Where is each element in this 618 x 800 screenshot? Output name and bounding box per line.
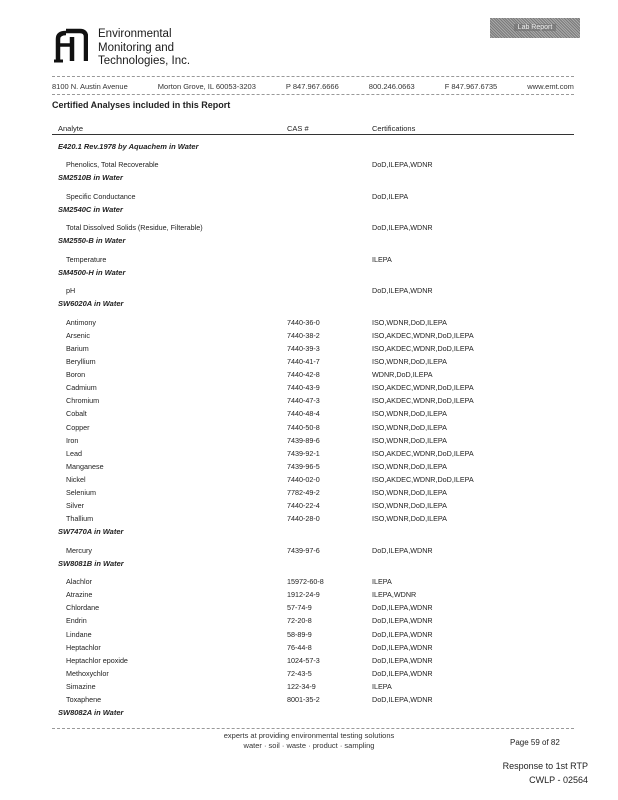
company-line-1: Environmental (98, 28, 172, 40)
page-number: Page 59 of 82 (510, 738, 560, 747)
method-name: SM2510B in Water (58, 173, 123, 183)
cas-number: 7782-49-2 (287, 488, 320, 498)
city-address: Morton Grove, IL 60053-3203 (157, 82, 256, 91)
method-name: SW6020A in Water (58, 299, 124, 309)
table-row (0, 329, 618, 342)
analyte-name: Nickel (66, 474, 86, 484)
cas-number: 7440-43-9 (287, 383, 320, 393)
cas-number: 1912-24-9 (287, 590, 320, 600)
analyte-name: pH (66, 286, 76, 296)
method-name: SM2540C in Water (58, 204, 123, 214)
analyses-table (0, 140, 618, 725)
certifications: DoD,ILEPA,WDNR (372, 545, 433, 555)
method-section-header (0, 557, 618, 575)
certifications: ILEPA,WDNR (372, 590, 417, 600)
analyte-name: Silver (66, 501, 84, 511)
cas-number: 7440-28-0 (287, 514, 320, 524)
method-name: SM2550-B in Water (58, 236, 126, 246)
tollfree-number: 800.246.0663 (368, 82, 415, 91)
cas-number: 72-43-5 (287, 668, 312, 678)
analyte-name: Atrazine (66, 590, 93, 600)
cas-number: 7439-92-1 (287, 448, 320, 458)
analyte-name: Chromium (66, 396, 100, 406)
certifications: ISO,WDNR,DoD,ILEPA (372, 317, 447, 327)
cas-number: 7440-22-4 (287, 501, 320, 511)
table-row (0, 284, 618, 297)
fax-number: F 847.967.6735 (444, 82, 498, 91)
method-name: SW8082A in Water (58, 708, 124, 718)
analyte-name: Boron (66, 370, 86, 380)
certifications: DoD,ILEPA (372, 191, 409, 201)
cas-number: 7440-02-0 (287, 474, 320, 484)
table-row (0, 641, 618, 654)
table-row (0, 654, 618, 667)
cas-number: 7440-36-0 (287, 317, 320, 327)
certifications: ISO,WDNR,DoD,ILEPA (372, 409, 447, 419)
table-row (0, 601, 618, 614)
cas-number: 57-74-9 (287, 603, 312, 613)
table-row (0, 190, 618, 203)
analyte-name: Toxaphene (66, 695, 102, 705)
footer-services: water · soil · waste · product · sampling (243, 741, 375, 750)
certifications: DoD,ILEPA,WDNR (372, 616, 433, 626)
method-name: SW7470A in Water (58, 527, 124, 537)
analyte-name: Arsenic (66, 330, 90, 340)
table-row (0, 342, 618, 355)
analyte-name: Antimony (66, 317, 96, 327)
certifications: ISO,WDNR,DoD,ILEPA (372, 422, 447, 432)
analyte-name: Total Dissolved Solids (Residue, Filterable) (66, 223, 203, 233)
cas-number: 8001-35-2 (287, 695, 320, 705)
cas-number: 7439-89-6 (287, 435, 320, 445)
certifications: DoD,ILEPA,WDNR (372, 603, 433, 613)
certifications: DoD,ILEPA,WDNR (372, 695, 433, 705)
certifications: DoD,ILEPA,WDNR (372, 286, 433, 296)
analyte-name: Endrin (66, 616, 87, 626)
table-row (0, 355, 618, 368)
table-row (0, 158, 618, 171)
phone-number: P 847.967.6666 (285, 82, 339, 91)
certifications: ISO,WDNR,DoD,ILEPA (372, 488, 447, 498)
company-line-2: Monitoring and (98, 41, 175, 54)
table-row (0, 394, 618, 407)
cas-number: 72-20-8 (287, 616, 312, 626)
certifications: ISO,AKDEC,WDNR,DoD,ILEPA (372, 330, 474, 340)
certifications: ISO,WDNR,DoD,ILEPA (372, 514, 447, 524)
table-row (0, 693, 618, 706)
table-row (0, 407, 618, 420)
certifications: ILEPA (372, 577, 392, 587)
column-header-certifications: Certifications (372, 124, 416, 133)
method-section-header (0, 203, 618, 221)
table-row (0, 588, 618, 601)
cas-number: 7439-96-5 (287, 461, 320, 471)
method-section-header (0, 140, 618, 158)
analyte-name: Chlordane (66, 603, 100, 613)
certifications: ISO,AKDEC,WDNR,DoD,ILEPA (372, 448, 474, 458)
certifications: ISO,AKDEC,WDNR,DoD,ILEPA (372, 396, 474, 406)
table-row (0, 512, 618, 525)
table-row (0, 368, 618, 381)
response-line-1: Response to 1st RTP (502, 761, 588, 771)
table-row (0, 680, 618, 693)
analyte-name: Simazine (66, 681, 96, 691)
analyte-name: Mercury (66, 545, 92, 555)
table-row (0, 316, 618, 329)
analyte-name: Lead (66, 448, 82, 458)
table-row (0, 614, 618, 627)
analyte-name: Selenium (66, 488, 96, 498)
analyte-name: Manganese (66, 461, 104, 471)
certifications: DoD,ILEPA,WDNR (372, 655, 433, 665)
table-row (0, 544, 618, 557)
method-section-header (0, 234, 618, 252)
column-header-analyte: Analyte (58, 124, 84, 133)
certifications: DoD,ILEPA,WDNR (372, 629, 433, 639)
analyte-name: Heptachlor (66, 642, 101, 652)
stamp-text: Lab Report (514, 24, 557, 31)
certifications: ISO,WDNR,DoD,ILEPA (372, 501, 447, 511)
emt-logo-icon (52, 27, 88, 63)
method-name: E420.1 Rev.1978 by Aquachem in Water (58, 142, 199, 151)
analyte-name: Iron (66, 435, 79, 445)
table-row (0, 447, 618, 460)
analyte-name: Phenolics, Total Recoverable (66, 160, 159, 170)
certifications: ILEPA (372, 681, 392, 691)
method-section-header (0, 266, 618, 284)
certifications: DoD,ILEPA,WDNR (372, 642, 433, 652)
method-section-header (0, 706, 618, 724)
analyte-name: Cobalt (66, 409, 87, 419)
certifications: ISO,AKDEC,WDNR,DoD,ILEPA (372, 474, 474, 484)
table-row (0, 499, 618, 512)
table-row (0, 628, 618, 641)
certifications: DoD,ILEPA,WDNR (372, 668, 433, 678)
analyte-name: Alachlor (66, 577, 92, 587)
column-header-cas: CAS # (287, 124, 309, 133)
certifications: DoD,ILEPA,WDNR (372, 223, 433, 233)
table-row (0, 667, 618, 680)
analyte-name: Methoxychlor (66, 668, 109, 678)
website-link: www.emt.com (527, 82, 574, 91)
report-stamp (490, 18, 580, 38)
analyte-name: Beryllium (66, 357, 96, 367)
header-rule-top (52, 76, 574, 77)
report-title: Certified Analyses included in this Report (52, 100, 231, 110)
cas-number: 7440-42-8 (287, 370, 320, 380)
column-header-rule (52, 134, 574, 135)
method-section-header (0, 297, 618, 315)
certifications: ISO,WDNR,DoD,ILEPA (372, 461, 447, 471)
cas-number: 122-34-9 (287, 681, 316, 691)
cas-number: 7440-47-3 (287, 396, 320, 406)
table-row (0, 486, 618, 499)
method-section-header (0, 171, 618, 189)
cas-number: 58-89-9 (287, 629, 312, 639)
company-name (98, 28, 190, 69)
analyte-name: Lindane (66, 629, 92, 639)
cas-number: 7439-97-6 (287, 545, 320, 555)
header-rule-bottom (52, 94, 574, 95)
cas-number: 7440-38-2 (287, 330, 320, 340)
method-name: SW8081B in Water (58, 558, 124, 568)
method-name: SM4500-H in Water (58, 267, 126, 277)
certifications: ISO,AKDEC,WDNR,DoD,ILEPA (372, 344, 474, 353)
analyte-name: Copper (66, 422, 90, 432)
table-row (0, 473, 618, 486)
analyte-name: Heptachlor epoxide (66, 655, 128, 665)
certifications: ILEPA (372, 254, 392, 264)
analyte-name: Specific Conductance (66, 191, 136, 201)
cas-number: 1024-57-3 (287, 655, 320, 665)
address-bar (52, 82, 574, 91)
cas-number: 7440-41-7 (287, 357, 320, 367)
method-section-header (0, 525, 618, 543)
certifications: DoD,ILEPA,WDNR (372, 160, 433, 170)
table-row (0, 575, 618, 588)
table-row (0, 460, 618, 473)
certifications: ISO,WDNR,DoD,ILEPA (372, 435, 447, 445)
analyte-name: Barium (66, 344, 89, 353)
analyte-name: Temperature (66, 254, 107, 264)
table-row (0, 253, 618, 266)
footer-rule (52, 728, 574, 729)
cas-number: 15972-60-8 (287, 577, 324, 587)
table-row (0, 381, 618, 394)
street-address: 8100 N. Austin Avenue (52, 82, 128, 91)
response-stamp (503, 759, 588, 787)
footer-tagline: experts at providing environmental testing solutions (223, 731, 395, 740)
cas-number: 7440-50-8 (287, 422, 320, 432)
cas-number: 7440-39-3 (287, 344, 320, 353)
response-line-2: CWLP - 02564 (529, 775, 588, 785)
analyte-name: Thallium (66, 514, 94, 524)
analyte-name: Cadmium (66, 383, 97, 393)
company-line-3: Technologies, Inc. (98, 55, 191, 67)
table-row (0, 421, 618, 434)
table-row (0, 221, 618, 234)
cas-number: 76-44-8 (287, 642, 312, 652)
table-row (0, 434, 618, 447)
cas-number: 7440-48-4 (287, 409, 320, 419)
certifications: WDNR,DoD,ILEPA (372, 370, 433, 380)
certifications: ISO,AKDEC,WDNR,DoD,ILEPA (372, 383, 474, 393)
certifications: ISO,WDNR,DoD,ILEPA (372, 357, 447, 367)
